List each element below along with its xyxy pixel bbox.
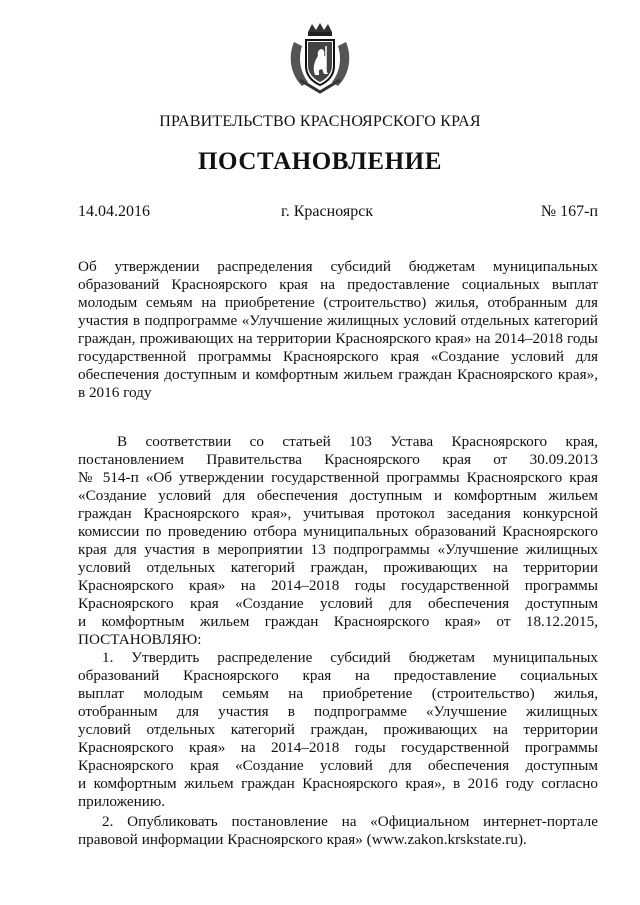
document-type-heading: ПОСТАНОВЛЕНИЕ [197, 148, 443, 175]
body-line: № 514-п «Об утверждении государственной программы Красноярского края [78, 469, 598, 486]
item-line: 1. Утвердить распределение субсидий бюджетам муниципальных [102, 649, 598, 666]
subject-line: граждан, проживающих на территории Красноярского края» на 2014–2018 годы [78, 330, 598, 347]
subject-line: Об утверждении распределения субсидий бюджетам муниципальных [78, 258, 598, 275]
item-line: и комфортным жильем граждан Красноярского края», в 2016 году согласно [78, 775, 598, 792]
body-line: условий отдельных категорий граждан, проживающих на территории [78, 559, 598, 576]
body-line: В соответствии со статьей 103 Устава Красноярского края, [117, 433, 598, 450]
subject-line: участия в подпрограмме «Улучшение жилищных условий отдельных категорий [78, 312, 598, 329]
resolution-keyword: ПОСТАНОВЛЯЮ: [78, 631, 202, 648]
subject-line: образований Красноярского края на предоставление социальных выплат [78, 276, 598, 293]
body-line: комиссии по проведению отбора муниципальных образований Красноярского [78, 523, 598, 540]
body-line: Красноярского края «Создание условий для обеспечения доступным [78, 595, 598, 612]
body-line: постановлением Правительства Красноярского края от 30.09.2013 [78, 451, 598, 468]
item-line: отобранным для участия в подпрограмме «Улучшение жилищных [78, 703, 598, 720]
subject-line: молодым семьям на приобретение (строительство) жилья, отобранным для [78, 294, 598, 311]
subject-line: государственной программы Красноярского края «Создание условий для [78, 348, 598, 365]
document-number: № 167-п [540, 203, 598, 220]
item-line: выплат молодым семьям на приобретение (строительство) жилья, [78, 685, 598, 702]
body-line: и комфортным жильем граждан Красноярского края» от 18.12.2015, [78, 613, 598, 630]
body-line: Красноярского края» на 2014–2018 годы государственной программы [78, 577, 598, 594]
body-line: края для участия в мероприятии 13 подпрограммы «Улучшение жилищных [78, 541, 598, 558]
coat-of-arms-icon [286, 22, 354, 94]
item-line: образований Красноярского края на предоставление социальных [78, 667, 598, 684]
body-line: «Создание условий для обеспечения доступным и комфортным жильем [78, 487, 598, 504]
item-line: приложению. [78, 793, 166, 810]
item-line: 2. Опубликовать постановление на «Официальном интернет-портале [102, 813, 598, 830]
body-line: граждан Красноярского края», учитывая протокол заседания конкурсной [78, 505, 598, 522]
item-line: правовой информации Красноярского края» (www.zakon.krskstate.ru). [78, 831, 527, 848]
subject-line: в 2016 году [78, 384, 152, 401]
document-city: г. Красноярск [281, 203, 374, 220]
government-title: ПРАВИТЕЛЬСТВО КРАСНОЯРСКОГО КРАЯ [159, 113, 481, 130]
document-date: 14.04.2016 [78, 203, 150, 220]
item-line: Красноярского края» на 2014–2018 годы государственной программы [78, 739, 598, 756]
item-line: условий отдельных категорий граждан, проживающих на территории [78, 721, 598, 738]
subject-line: обеспечения доступным и комфортным жильем граждан Красноярского края», [78, 366, 598, 383]
item-line: Красноярского края «Создание условий для обеспечения доступным [78, 757, 598, 774]
